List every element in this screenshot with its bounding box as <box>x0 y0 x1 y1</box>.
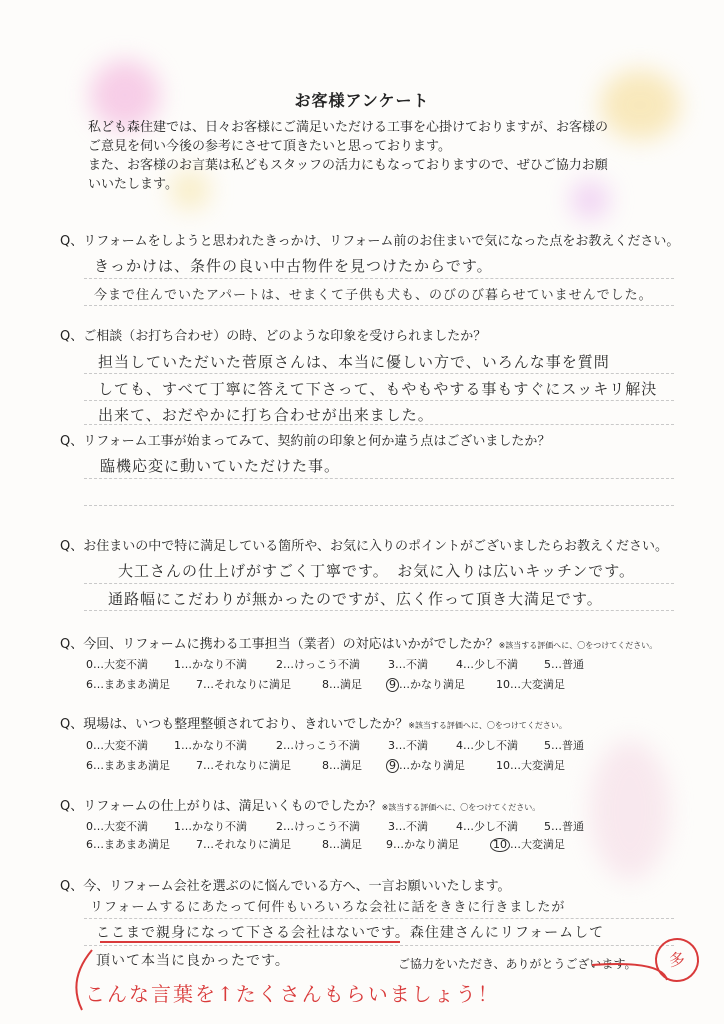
rating-option[interactable]: 1…かなり不満 <box>174 820 247 833</box>
rating-option[interactable]: 3…不満 <box>388 820 428 833</box>
rating-option[interactable]: 3…不満 <box>388 739 428 752</box>
rating-option[interactable]: 10…大変満足 <box>496 678 565 691</box>
rating-option[interactable]: 5…普通 <box>544 820 584 833</box>
rating-option[interactable]: 10…大変満足 <box>496 759 565 772</box>
instruction-note: ※該当する評価へに、〇をつけてください。 <box>408 721 567 730</box>
answer-8-line-2: ここまで親身になって下さる会社はないです。森住建さんにリフォームして <box>96 925 605 941</box>
selected-circle: 9 <box>386 759 399 773</box>
rating-option[interactable]: 0…大変不満 <box>86 658 148 671</box>
thanks-message: ご協力をいただき、ありがとうございます。 <box>398 957 637 971</box>
rating-option[interactable]: 6…まあまあ満足 <box>86 838 170 851</box>
rating-option[interactable]: 8…満足 <box>322 759 362 772</box>
rating-option[interactable]: 1…かなり不満 <box>174 739 247 752</box>
question-1: Q、リフォームをしようと思われたきっかけ、リフォーム前のお住まいで気になった点をお教えください。 <box>60 234 680 249</box>
rating-label: …かなり満足 <box>399 759 465 772</box>
rating-option[interactable]: 0…大変不満 <box>86 820 148 833</box>
selected-circle: 9 <box>386 678 399 692</box>
rating-option[interactable]: 6…まあまあ満足 <box>86 678 170 691</box>
intro-line: 私ども森住建では、日々お客様にご満足いただける工事を心掛けておりますが、お客様の <box>88 120 609 135</box>
rating-option[interactable]: 2…けっこう不満 <box>276 820 360 833</box>
answer-4-line-1: 大工さんの仕上げがすごく丁寧です。 お気に入りは広いキッチンです。 <box>118 562 636 580</box>
rating-option[interactable]: 5…普通 <box>544 739 584 752</box>
rating-option[interactable]: 6…まあまあ満足 <box>86 759 170 772</box>
answer-line <box>84 918 674 919</box>
rating-option[interactable]: 8…満足 <box>322 678 362 691</box>
answer-8-line-1: リフォームするにあたって何件もいろいろな会社に話をききに行きましたが <box>90 900 566 915</box>
rating-option-selected[interactable] <box>490 836 565 852</box>
question-7-text: Q、リフォームの仕上がりは、満足いくものでしたか？ <box>60 799 382 814</box>
rating-option[interactable]: 5…普通 <box>544 658 584 671</box>
rating-option[interactable]: 4…少し不満 <box>456 739 518 752</box>
rating-option[interactable]: 4…少し不満 <box>456 820 518 833</box>
instruction-note: ※該当する評価へに、〇をつけてください。 <box>381 803 541 812</box>
rating-label: …かなり満足 <box>399 678 465 691</box>
answer-line <box>84 278 674 279</box>
rating-option[interactable]: 4…少し不満 <box>456 658 518 671</box>
rating-option[interactable]: 0…大変不満 <box>86 739 148 752</box>
stamp-seal: 多 <box>652 935 702 985</box>
question-2: Q、ご相談（お打ち合わせ）の時、どのような印象を受けられましたか？ <box>60 329 487 344</box>
flower-branch-decoration <box>590 740 670 880</box>
question-6 <box>60 713 567 732</box>
intro-text <box>88 118 688 194</box>
rating-option[interactable]: 3…不満 <box>388 658 428 671</box>
intro-line: いいたします。 <box>88 177 178 192</box>
answer-line <box>84 505 674 506</box>
intro-line: ご意見を伺い今後の参考にさせて頂きたいと思っております。 <box>88 139 451 154</box>
rating-option[interactable]: 9…かなり満足 <box>386 838 459 851</box>
question-5 <box>60 633 657 652</box>
selected-circle: 10 <box>490 838 510 852</box>
rating-label: …大変満足 <box>510 838 565 851</box>
answer-line <box>84 610 674 611</box>
answer-3-line-1: 臨機応変に動いていただけた事。 <box>100 457 341 475</box>
rating-option[interactable]: 8…満足 <box>322 838 362 851</box>
rating-option[interactable]: 7…それなりに満足 <box>196 678 291 691</box>
red-handwritten-note: こんな言葉を↑たくさんもらいましょう！ <box>85 982 500 1006</box>
question-4: Q、お住まいの中で特に満足している箇所や、お気に入りのポイントがございましたらお教えください。 <box>60 539 668 554</box>
answer-2-line-1: 担当していただいた菅原さんは、本当に優しい方で、いろんな事を質問 <box>98 353 610 371</box>
question-3: Q、リフォーム工事が始まってみて、契約前の印象と何か違う点はございましたか？ <box>60 434 551 449</box>
question-6-text: Q、現場は、いつも整理整頓されており、きれいでしたか？ <box>60 717 409 732</box>
answer-line <box>84 400 674 401</box>
answer-1-line-2: 今まで住んでいたアパートは、せまくて子供も犬も、のびのび暮らせていませんでした。 <box>94 288 653 303</box>
page-title: お客様アンケート <box>294 91 430 110</box>
answer-2-line-2: しても、すべて丁寧に答えて下さって、もやもやする事もすぐにスッキリ解決 <box>98 380 658 398</box>
instruction-note: ※該当する評価へに、〇をつけてください。 <box>498 641 658 650</box>
rating-option[interactable]: 7…それなりに満足 <box>196 759 291 772</box>
rating-option[interactable]: 7…それなりに満足 <box>196 838 291 851</box>
rating-option[interactable]: 2…けっこう不満 <box>276 658 360 671</box>
rating-option-selected[interactable] <box>386 676 465 692</box>
rating-option[interactable]: 2…けっこう不満 <box>276 739 360 752</box>
question-8: Q、今、リフォーム会社を選ぶのに悩んでいる方へ、一言お願いいたします。 <box>60 879 511 894</box>
answer-line <box>84 478 674 479</box>
question-7 <box>60 795 540 814</box>
answer-2-line-3: 出来て、おだやかに打ち合わせが出来ました。 <box>98 406 434 424</box>
answer-8-line-3: 頂いて本当に良かったです。 <box>96 953 290 969</box>
question-5-text: Q、今回、リフォームに携わる工事担当（業者）の対応はいかがでしたか？ <box>60 637 499 652</box>
intro-line: また、お客様のお言葉は私どもスタッフの活力にもなっておりますので、ぜひご協力お願 <box>88 158 608 173</box>
answer-4-line-2: 通路幅にこだわりが無かったのですが、広く作って頂き大満足です。 <box>108 590 603 608</box>
answer-1-line-1: きっかけは、条件の良い中古物件を見つけたからです。 <box>94 257 493 275</box>
answer-line <box>84 583 674 584</box>
rating-option-selected[interactable] <box>386 757 465 773</box>
rating-option[interactable]: 1…かなり不満 <box>174 658 247 671</box>
answer-line <box>84 305 674 306</box>
answer-line <box>84 373 674 374</box>
